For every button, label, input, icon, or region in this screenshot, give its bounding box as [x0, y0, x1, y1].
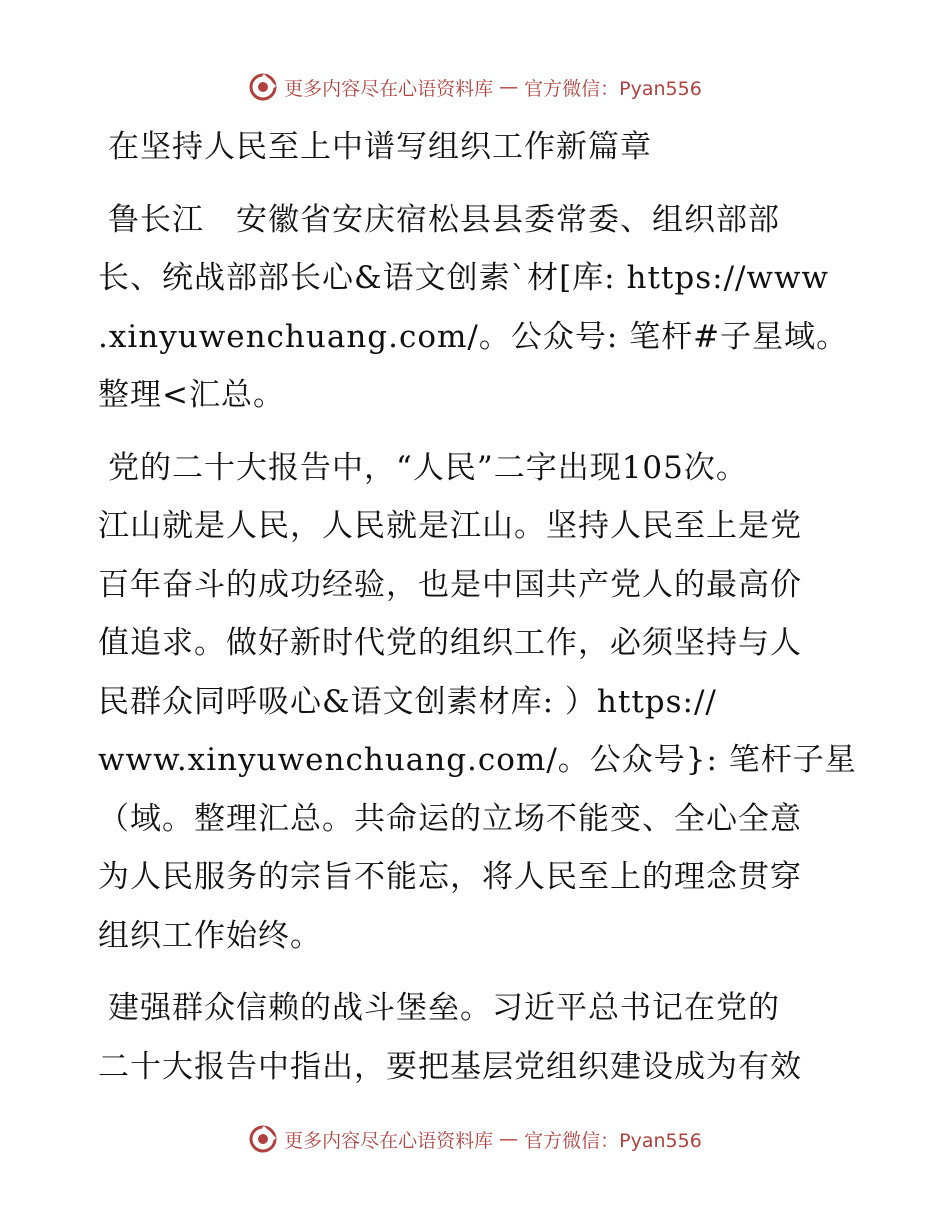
banner-site-text: 更多内容尽在心语资料库 — [284, 77, 494, 100]
paragraph-3 — [98, 979, 858, 1096]
banner-dash: — — [499, 76, 519, 98]
paragraph-line: .xinyuwenchuang.com/。公众号: 笔杆#子星域。 — [98, 318, 849, 355]
header-banner — [0, 72, 950, 102]
paragraph-1 — [98, 191, 858, 425]
banner-site-text: 更多内容尽在心语资料库 — [284, 1129, 494, 1152]
banner-dash: — — [499, 1128, 519, 1150]
paragraph-line: 鲁长江 安徽省安庆宿松县县委常委、组织部部 — [108, 201, 780, 238]
paragraph-line: 建强群众信赖的战斗堡垒。习近平总书记在党的 — [108, 990, 780, 1026]
paragraph-line: 百年奋斗的成功经验，也是中国共产党人的最高价 — [98, 566, 802, 603]
paragraph-line: 江山就是人民，人民就是江山。坚持人民至上是党 — [98, 508, 802, 544]
paragraph-line: （域。整理汇总。共命运的立场不能变、全心全意 — [98, 800, 802, 837]
banner-contact-text: 官方微信：Pyan556 — [524, 1129, 702, 1152]
paragraph-line: 党的二十大报告中，“人民”二字出现105次。 — [108, 449, 748, 486]
paragraph-line: 长、统战部部长心&语文创素`材[库: https://www — [98, 260, 830, 296]
logo-icon — [248, 1124, 278, 1154]
logo-icon — [248, 72, 278, 102]
paragraph-line: 二十大报告中指出，要把基层党组织建设成为有效 — [98, 1048, 802, 1085]
paragraph-line: 民群众同呼吸心&语文创素材库: ）https:// — [98, 683, 717, 720]
paragraph-line: 值追求。做好新时代党的组织工作，必须坚持与人 — [98, 625, 802, 661]
paragraph-line: www.xinyuwenchuang.com/。公众号}: 笔杆子星 — [98, 742, 857, 778]
paragraph-line: 组织工作始终。 — [98, 917, 322, 954]
document-body — [98, 118, 858, 1096]
banner-contact-text: 官方微信：Pyan556 — [524, 77, 702, 100]
paragraph-line: 为人民服务的宗旨不能忘，将人民至上的理念贯穿 — [98, 859, 802, 895]
paragraph-line: 整理<汇总。 — [98, 377, 285, 413]
paragraph-2 — [98, 439, 858, 966]
footer-banner — [0, 1124, 950, 1154]
document-title: 在坚持人民至上中谱写组织工作新篇章 — [108, 129, 652, 165]
